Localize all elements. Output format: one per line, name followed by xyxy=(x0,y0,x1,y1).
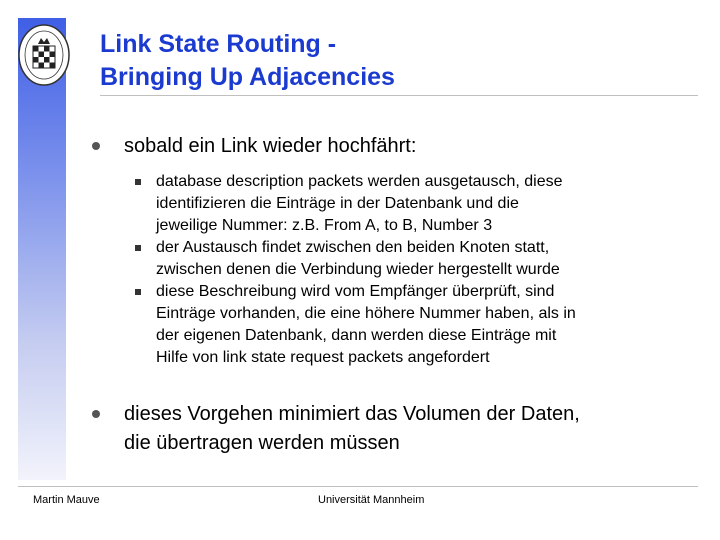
square-bullet-icon xyxy=(135,245,141,251)
bullet-dot-icon xyxy=(92,142,100,150)
sub-bullet-line: jeweilige Nummer: z.B. From A, to B, Number 3 xyxy=(156,217,493,234)
bullet-dot-icon xyxy=(92,410,100,418)
slide-title xyxy=(100,28,395,94)
sub-bullet-line: Hilfe von link state request packets angefordert xyxy=(156,349,490,366)
bullet-text-line-2: die übertragen werden müssen xyxy=(124,432,400,454)
sub-bullet-line: Einträge vorhanden, die eine höhere Nummer haben, als in xyxy=(156,305,576,322)
sub-bullet-line: der eigenen Datenbank, dann werden diese Einträge mit xyxy=(156,327,557,344)
footer-institution: Universität Mannheim xyxy=(318,494,425,506)
sub-bullet-line: der Austausch findet zwischen den beiden Knoten statt, xyxy=(156,239,550,256)
bullet-text-line-1: dieses Vorgehen minimiert das Volumen der Daten, xyxy=(124,403,580,425)
sub-bullet-line: database description packets werden ausgetausch, diese xyxy=(156,173,563,190)
slide-title-line-1: Link State Routing - xyxy=(100,30,337,58)
slide-title-line-2: Bringing Up Adjacencies xyxy=(100,63,395,91)
sub-bullet-line: identifizieren die Einträge in der Datenbank und die xyxy=(156,195,519,212)
sub-bullet-line: zwischen denen die Verbindung wieder hergestellt wurde xyxy=(156,261,560,278)
university-seal-icon xyxy=(17,22,71,88)
footer-divider xyxy=(18,486,698,487)
square-bullet-icon xyxy=(135,179,141,185)
title-divider xyxy=(100,95,698,96)
square-bullet-icon xyxy=(135,289,141,295)
footer-author: Martin Mauve xyxy=(33,494,100,506)
bullet-text: sobald ein Link wieder hochfährt: xyxy=(124,135,417,157)
sub-bullet-line: diese Beschreibung wird vom Empfänger überprüft, sind xyxy=(156,283,555,300)
